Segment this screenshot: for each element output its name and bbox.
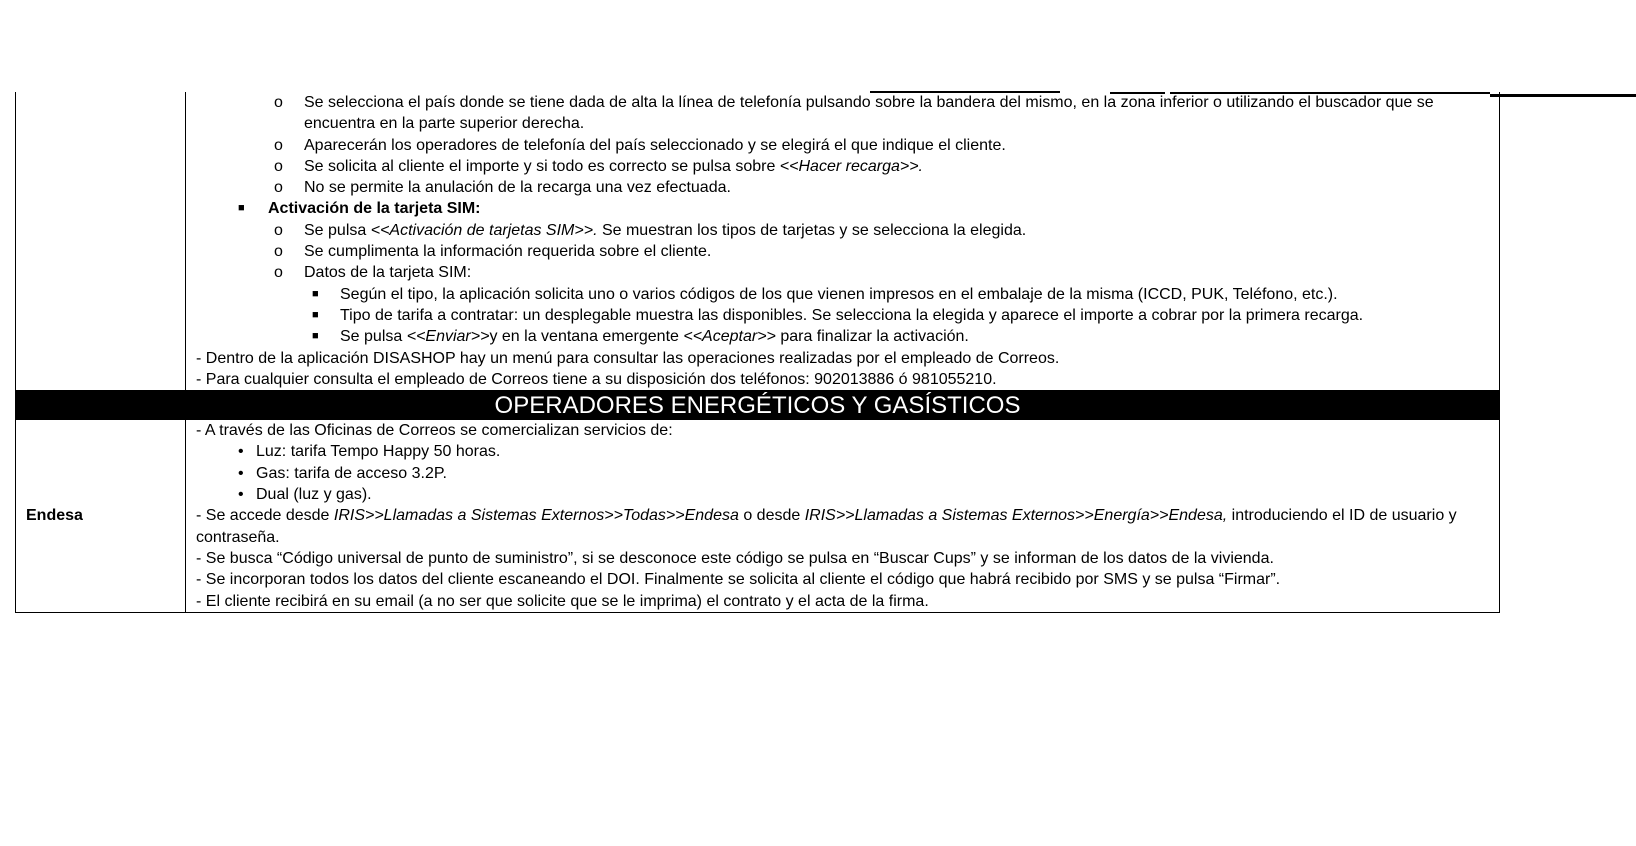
list-item: • Dual (luz y gas). <box>238 486 372 504</box>
list-item: ■ Según el tipo, la aplicación solicita uno o varios códigos de los que vienen impresos en el embalaje de la misma (ICCD, PUK, Teléfono, etc.). <box>312 285 1338 303</box>
document-table <box>15 92 1500 613</box>
note: - Dentro de la aplicación DISASHOP hay un menú para consultar las operaciones realizadas por el empleado de Correos. <box>196 349 1060 367</box>
list-item: o Datos de la tarjeta SIM: <box>274 264 472 282</box>
section-header: OPERADORES ENERGÉTICOS Y GASÍSTICOS <box>16 390 1499 420</box>
list-item: o No se permite la anulación de la recarga una vez efectuada. <box>274 179 731 197</box>
list-item: o Se selecciona el país donde se tiene dada de alta la línea de telefonía pulsando sobre la bandera del mismo, en la zona inferior o utilizando el buscador que se encuentra en la parte superior derecha. <box>274 94 1434 133</box>
access-path: - Se accede desde IRIS>>Llamadas a Sistemas Externos>>Todas>>Endesa o desde IRIS>>Llamadas a Sistemas Externos>>Energía>>Endesa, introduciendo el ID de usuario y contraseña. <box>196 507 1457 546</box>
list-item: • Luz: tarifa Tempo Happy 50 horas. <box>238 443 501 461</box>
telefonia-row <box>16 92 1499 390</box>
row-label-endesa: Endesa <box>16 420 186 612</box>
endesa-row <box>16 420 1499 613</box>
row-label-empty <box>16 92 186 390</box>
list-item: o Se solicita al cliente el importe y si todo es correcto se pulsa sobre <<Hacer recarga>>. <box>274 157 923 175</box>
telefonia-content <box>186 92 1499 390</box>
list-item: ■ Se pulsa <<Enviar>>y en la ventana emergente <<Aceptar>> para finalizar la activación. <box>312 328 969 346</box>
list-item: • Gas: tarifa de acceso 3.2P. <box>238 464 447 482</box>
paragraph: - Se busca “Código universal de punto de suministro”, si se desconoce este código se pulsa en “Buscar Cups” y se informan de los datos de la vivienda. <box>196 549 1274 567</box>
list-item: o Se pulsa <<Activación de tarjetas SIM>>. Se muestran los tipos de tarjetas y se selecciona la elegida. <box>274 221 1027 239</box>
sim-heading: ■ Activación de la tarjeta SIM: <box>238 200 481 218</box>
endesa-content: - A través de las Oficinas de Correos se comercializan servicios de: • Luz: tarifa Tempo Happy 50 horas. • Gas: tarifa de acceso 3.2P. • Dual (luz y gas). - Se accede desde IRIS>>Llamadas a Sistemas Externos>>Todas>>Endesa o desde IRIS>>Llamadas a Sistemas Externos>>Energía>>Endesa, introduciendo el ID de usuario y contraseña. - Se busca “Código universal de punto de suministro”, si se desconoce este código se pulsa en “Buscar Cups” y se informan de los datos de la vivienda. - Se incorporan todos los datos del cliente escaneando el DOI. Finalmente se solicita al cliente el código que habrá recibido por SMS y se pulsa “Firmar”. - El cliente recibirá en su email (a no ser que solicite que se le imprima) el contrato y el acta de la firma. <box>186 420 1499 612</box>
paragraph: - El cliente recibirá en su email (a no ser que solicite que se le imprima) el contrato y el acta de la firma. <box>196 592 929 610</box>
scan-line <box>1490 94 1636 97</box>
list-item: o Aparecerán los operadores de telefonía del país seleccionado y se elegirá el que indique el cliente. <box>274 136 1006 154</box>
paragraph: - Se incorporan todos los datos del cliente escaneando el DOI. Finalmente se solicita al cliente el código que habrá recibido por SMS y se pulsa “Firmar”. <box>196 571 1281 589</box>
list-item: o Se cumplimenta la información requerida sobre el cliente. <box>274 243 712 261</box>
list-item: ■ Tipo de tarifa a contratar: un desplegable muestra las disponibles. Se selecciona la elegida y aparece el importe a cobrar por la primera recarga. <box>312 306 1364 324</box>
note: - Para cualquier consulta el empleado de Correos tiene a su disposición dos teléfonos: 902013886 ó 981055210. <box>196 370 997 388</box>
